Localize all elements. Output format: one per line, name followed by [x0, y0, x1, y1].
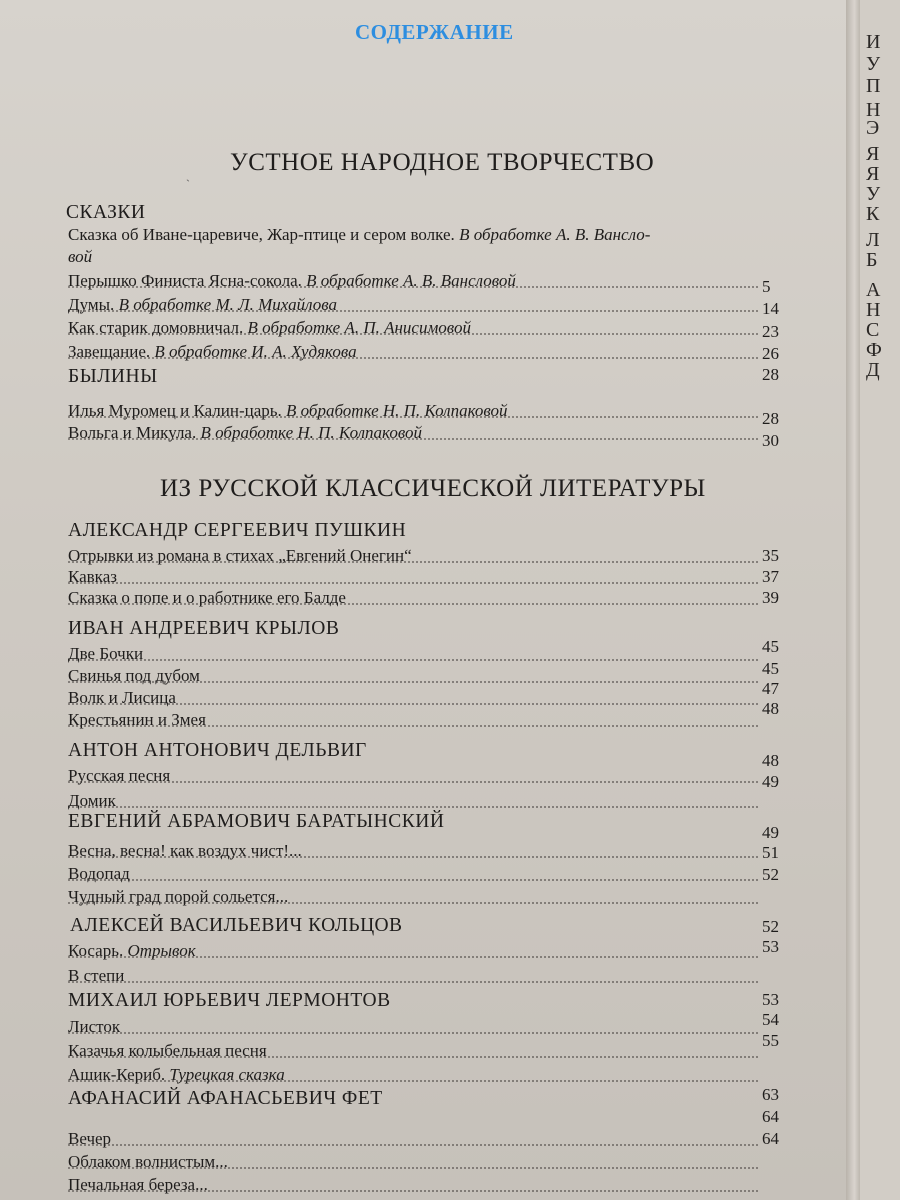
entry-title: Сказка о попе и о работнике его Балде: [68, 588, 346, 607]
toc-entry[interactable]: [68, 270, 758, 292]
page-number: 54: [762, 1010, 779, 1029]
page-number: 39: [762, 588, 779, 607]
toc-entry[interactable]: [68, 1174, 758, 1196]
toc-entry[interactable]: [68, 422, 758, 444]
page-number: 30: [762, 431, 779, 450]
right-page-letter: Я: [866, 143, 880, 165]
entry-note: В обработке А. В. Вансловой: [306, 271, 516, 290]
page-number: 48: [762, 699, 779, 718]
page-number: 5: [762, 277, 771, 296]
entry-title: Отрывки из романа в стихах „Евгений Онегин“: [68, 546, 412, 565]
entry-note: В обработке А. В. Вансло-: [459, 225, 651, 244]
part-heading-classics: ИЗ РУССКОЙ КЛАССИЧЕСКОЙ ЛИТЕРАТУРЫ: [160, 475, 706, 502]
author-heading-fet: АФАНАСИЙ АФАНАСЬЕВИЧ ФЕТ: [68, 1088, 383, 1109]
toc-entry[interactable]: [68, 1064, 758, 1086]
entry-title: Косарь.: [68, 941, 124, 960]
toc-entry[interactable]: [68, 840, 758, 862]
right-page-letter: Б: [866, 249, 878, 271]
right-page-letter: Д: [866, 359, 880, 381]
section-heading-tales: СКАЗКИ: [66, 202, 146, 223]
right-page-letter: А: [866, 279, 881, 301]
section-heading-bylinas: БЫЛИНЫ: [68, 366, 158, 387]
entry-title: Крестьянин и Змея: [68, 710, 206, 729]
author-heading-krylov: ИВАН АНДРЕЕВИЧ КРЫЛОВ: [68, 618, 340, 639]
entry-title: Как старик домовничал.: [68, 318, 244, 337]
entry-note-continuation: вой: [68, 247, 93, 266]
toc-entry[interactable]: [68, 765, 758, 787]
toc-entry[interactable]: [68, 400, 758, 422]
entry-title: Вечер: [68, 1129, 112, 1148]
page-number: 52: [762, 917, 779, 936]
entry-title: Завещание.: [68, 342, 151, 361]
toc-entry[interactable]: [68, 1040, 758, 1062]
page-number: 51: [762, 843, 779, 862]
page-number: 52: [762, 865, 779, 884]
page-number: 49: [762, 823, 779, 842]
entry-title: Кавказ: [68, 567, 117, 586]
entry-title: Ашик-Кериб.: [68, 1065, 166, 1084]
page-number: 64: [762, 1107, 779, 1126]
entry-title: Водопад: [68, 864, 130, 883]
entry-title: Думы.: [68, 295, 115, 314]
toc-entry[interactable]: [68, 687, 758, 709]
toc-entry[interactable]: [68, 341, 758, 363]
entry-title: Сказка об Иване-царевиче, Жар-птице и сером волке.: [68, 225, 455, 244]
entry-note: В обработке А. П. Анисимовой: [247, 318, 471, 337]
right-page-letter: Л: [866, 229, 880, 251]
toc-entry[interactable]: [68, 1128, 758, 1150]
right-page-letter: С: [866, 319, 880, 341]
page-number: 47: [762, 679, 779, 698]
toc-entry[interactable]: [68, 1151, 758, 1173]
page-number: 45: [762, 637, 779, 656]
right-page-letter: Ф: [866, 339, 882, 361]
entry-title: Две Бочки: [68, 644, 144, 663]
author-heading-pushkin: АЛЕКСАНДР СЕРГЕЕВИЧ ПУШКИН: [68, 520, 407, 541]
right-page-letter: К: [866, 203, 880, 225]
page-number: 48: [762, 751, 779, 770]
right-page-letter: У: [866, 183, 881, 205]
toc-entry-continuation[interactable]: [68, 246, 788, 268]
entry-note: В обработке М. Л. Михайлова: [118, 295, 337, 314]
book-gutter: [846, 0, 860, 1200]
toc-entry[interactable]: [68, 709, 758, 731]
toc-entry[interactable]: [68, 1016, 758, 1038]
toc-entry[interactable]: [68, 790, 758, 812]
toc-entry[interactable]: [68, 317, 758, 339]
toc-entry[interactable]: [68, 587, 758, 609]
toc-entry[interactable]: [68, 863, 758, 885]
page-number: 53: [762, 937, 779, 956]
entry-note: В обработке Н. П. Колпаковой: [286, 401, 508, 420]
entry-title: Листок: [68, 1017, 121, 1036]
page-number: 53: [762, 990, 779, 1009]
right-page-letter: И: [866, 31, 881, 53]
entry-note: В обработке Н. П. Колпаковой: [200, 423, 423, 442]
page-number: 49: [762, 772, 779, 791]
author-heading-koltsov: АЛЕКСЕЙ ВАСИЛЬЕВИЧ КОЛЬЦОВ: [70, 915, 403, 936]
entry-title: Домик: [68, 791, 116, 810]
entry-note: В обработке И. А. Худякова: [154, 342, 357, 361]
right-page-letter: Н: [866, 99, 881, 121]
entry-title: Илья Муромец и Калин-царь.: [68, 401, 282, 420]
page-number: 28: [762, 409, 779, 428]
page-number: 63: [762, 1085, 779, 1104]
page-number: 26: [762, 344, 779, 363]
page-number: 14: [762, 299, 779, 318]
page-number: 64: [762, 1129, 779, 1148]
author-heading-baratynsky: ЕВГЕНИЙ АБРАМОВИЧ БАРАТЫНСКИЙ: [68, 811, 445, 832]
entry-title: Свинья под дубом: [68, 666, 200, 685]
right-page-letter: Н: [866, 299, 881, 321]
page-number: 23: [762, 322, 779, 341]
right-page-letter: Я: [866, 163, 880, 185]
entry-title: Русская песня: [68, 766, 171, 785]
entry-title: Казачья колыбельная песня: [68, 1041, 267, 1060]
toc-entry[interactable]: [68, 665, 758, 687]
entry-note: Турецкая сказка: [169, 1065, 285, 1084]
entry-title: Печальная береза...: [68, 1175, 208, 1194]
entry-title: Весна, весна! как воздух чист!...: [68, 841, 302, 860]
print-mark: ˏ: [186, 168, 190, 182]
entry-title: Облаком волнистым...: [68, 1152, 228, 1171]
page-number: 35: [762, 546, 779, 565]
right-page-letter: П: [866, 75, 881, 97]
toc-entry[interactable]: [68, 294, 758, 316]
entry-note: Отрывок: [127, 941, 196, 960]
toc-entry[interactable]: [68, 545, 758, 567]
page-number: 45: [762, 659, 779, 678]
page-number: 55: [762, 1031, 779, 1050]
toc-entry[interactable]: [68, 643, 758, 665]
entry-title: Чудный град порой сольется...: [68, 887, 289, 906]
entry-title: В степи: [68, 966, 125, 985]
part-heading-folk: УСТНОЕ НАРОДНОЕ ТВОРЧЕСТВО: [230, 149, 655, 176]
toc-entry[interactable]: [68, 965, 758, 987]
entry-title: Вольга и Микула.: [68, 423, 197, 442]
toc-entry[interactable]: [68, 886, 758, 908]
page-title: СОДЕРЖАНИЕ: [355, 20, 514, 44]
right-page-letter: У: [866, 53, 881, 75]
page-number: 37: [762, 567, 779, 586]
right-page-letter: Э: [866, 117, 880, 139]
entry-title: Перышко Финиста Ясна-сокола.: [68, 271, 302, 290]
page-number: 28: [762, 365, 779, 384]
book-page-right-edge: [860, 0, 900, 1200]
toc-entry[interactable]: [68, 940, 758, 962]
author-heading-delvig: АНТОН АНТОНОВИЧ ДЕЛЬВИГ: [68, 740, 367, 761]
toc-entry[interactable]: [68, 566, 758, 588]
entry-title: Волк и Лисица: [68, 688, 176, 707]
toc-entry[interactable]: [68, 224, 788, 246]
author-heading-lermontov: МИХАИЛ ЮРЬЕВИЧ ЛЕРМОНТОВ: [68, 990, 391, 1011]
